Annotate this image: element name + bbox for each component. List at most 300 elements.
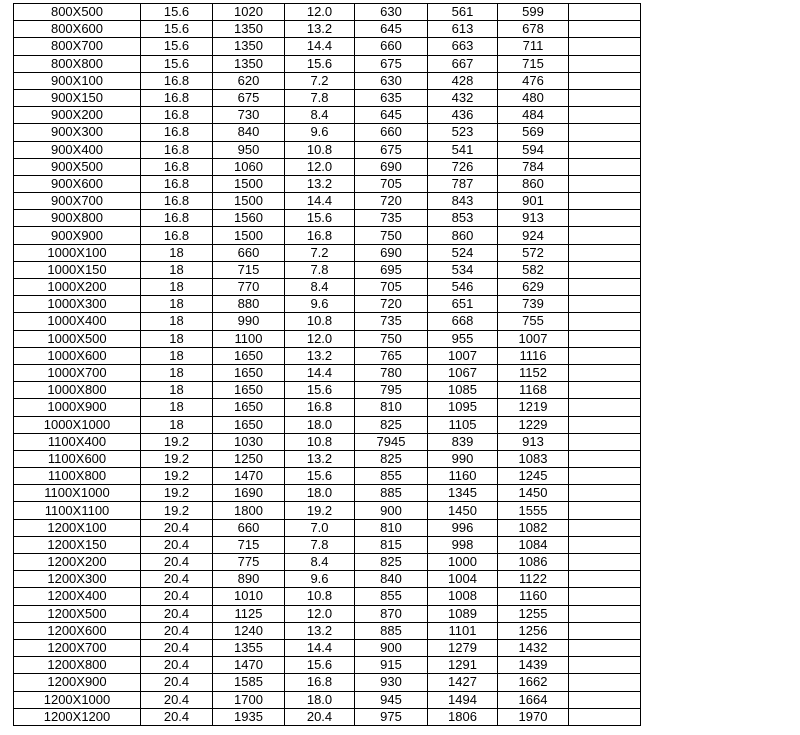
table-cell[interactable]: 950 [213, 141, 285, 158]
table-cell[interactable] [569, 72, 641, 89]
table-cell[interactable]: 705 [355, 175, 428, 192]
table-cell[interactable]: 765 [355, 347, 428, 364]
table-cell[interactable]: 1279 [428, 639, 498, 656]
table-cell[interactable]: 19.2 [141, 468, 213, 485]
table-cell[interactable]: 663 [428, 38, 498, 55]
table-cell[interactable]: 16.8 [141, 141, 213, 158]
table-cell[interactable]: 1200X500 [14, 605, 141, 622]
table-cell[interactable]: 629 [498, 279, 569, 296]
table-cell[interactable]: 13.2 [285, 21, 355, 38]
table-cell[interactable]: 900X800 [14, 210, 141, 227]
table-cell[interactable]: 635 [355, 89, 428, 106]
table-cell[interactable]: 1500 [213, 227, 285, 244]
table-cell[interactable]: 890 [213, 571, 285, 588]
table-cell[interactable]: 955 [428, 330, 498, 347]
table-cell[interactable]: 913 [498, 210, 569, 227]
table-cell[interactable]: 14.4 [285, 639, 355, 656]
table-cell[interactable]: 825 [355, 416, 428, 433]
table-cell[interactable]: 20.4 [141, 674, 213, 691]
table-cell[interactable]: 1116 [498, 347, 569, 364]
table-cell[interactable]: 900X300 [14, 124, 141, 141]
table-cell[interactable]: 1219 [498, 399, 569, 416]
table-cell[interactable] [569, 261, 641, 278]
table-cell[interactable]: 546 [428, 279, 498, 296]
table-cell[interactable] [569, 485, 641, 502]
table-cell[interactable]: 9.6 [285, 124, 355, 141]
table-cell[interactable]: 1089 [428, 605, 498, 622]
table-cell[interactable] [569, 519, 641, 536]
table-cell[interactable]: 534 [428, 261, 498, 278]
table-cell[interactable]: 675 [355, 55, 428, 72]
table-cell[interactable]: 18 [141, 330, 213, 347]
table-cell[interactable]: 436 [428, 107, 498, 124]
table-cell[interactable]: 1650 [213, 364, 285, 381]
table-cell[interactable]: 1200X200 [14, 554, 141, 571]
table-cell[interactable]: 855 [355, 468, 428, 485]
table-cell[interactable] [569, 227, 641, 244]
table-cell[interactable]: 20.4 [141, 691, 213, 708]
table-cell[interactable]: 1200X100 [14, 519, 141, 536]
table-cell[interactable] [569, 210, 641, 227]
table-cell[interactable]: 572 [498, 244, 569, 261]
table-cell[interactable]: 18.0 [285, 416, 355, 433]
table-cell[interactable]: 1100X1100 [14, 502, 141, 519]
table-cell[interactable]: 1200X1000 [14, 691, 141, 708]
table-cell[interactable]: 19.2 [141, 485, 213, 502]
table-cell[interactable]: 18 [141, 244, 213, 261]
table-cell[interactable]: 690 [355, 244, 428, 261]
table-cell[interactable]: 900X200 [14, 107, 141, 124]
table-cell[interactable]: 1500 [213, 193, 285, 210]
table-cell[interactable]: 1100X800 [14, 468, 141, 485]
table-cell[interactable]: 720 [355, 193, 428, 210]
table-cell[interactable]: 1000X200 [14, 279, 141, 296]
table-cell[interactable] [569, 382, 641, 399]
table-cell[interactable]: 7.2 [285, 72, 355, 89]
table-cell[interactable] [569, 158, 641, 175]
table-cell[interactable]: 1240 [213, 622, 285, 639]
table-cell[interactable]: 1010 [213, 588, 285, 605]
table-cell[interactable]: 678 [498, 21, 569, 38]
table-cell[interactable]: 1083 [498, 450, 569, 467]
table-cell[interactable]: 840 [355, 571, 428, 588]
table-cell[interactable]: 913 [498, 433, 569, 450]
table-cell[interactable]: 9.6 [285, 296, 355, 313]
table-cell[interactable]: 1500 [213, 175, 285, 192]
table-cell[interactable]: 20.4 [141, 588, 213, 605]
table-cell[interactable]: 1067 [428, 364, 498, 381]
table-cell[interactable]: 1000X600 [14, 347, 141, 364]
table-cell[interactable] [569, 330, 641, 347]
table-cell[interactable]: 15.6 [285, 382, 355, 399]
table-cell[interactable]: 432 [428, 89, 498, 106]
table-cell[interactable]: 1450 [428, 502, 498, 519]
table-cell[interactable]: 800X700 [14, 38, 141, 55]
table-cell[interactable] [569, 536, 641, 553]
table-cell[interactable]: 630 [355, 4, 428, 21]
table-cell[interactable]: 660 [355, 124, 428, 141]
table-cell[interactable]: 1086 [498, 554, 569, 571]
table-cell[interactable]: 18 [141, 399, 213, 416]
table-cell[interactable]: 1245 [498, 468, 569, 485]
table-cell[interactable]: 668 [428, 313, 498, 330]
table-cell[interactable]: 1020 [213, 4, 285, 21]
table-cell[interactable] [569, 313, 641, 330]
table-cell[interactable]: 16.8 [141, 107, 213, 124]
table-cell[interactable]: 1168 [498, 382, 569, 399]
table-cell[interactable] [569, 588, 641, 605]
table-cell[interactable]: 630 [355, 72, 428, 89]
table-cell[interactable]: 569 [498, 124, 569, 141]
table-cell[interactable]: 13.2 [285, 450, 355, 467]
table-cell[interactable]: 594 [498, 141, 569, 158]
table-cell[interactable]: 825 [355, 554, 428, 571]
table-cell[interactable]: 667 [428, 55, 498, 72]
table-cell[interactable]: 1105 [428, 416, 498, 433]
table-cell[interactable]: 16.8 [285, 227, 355, 244]
table-cell[interactable] [569, 89, 641, 106]
table-cell[interactable]: 476 [498, 72, 569, 89]
table-cell[interactable] [569, 38, 641, 55]
table-cell[interactable]: 541 [428, 141, 498, 158]
table-cell[interactable]: 780 [355, 364, 428, 381]
table-cell[interactable]: 915 [355, 657, 428, 674]
table-cell[interactable]: 900X400 [14, 141, 141, 158]
table-cell[interactable]: 18 [141, 416, 213, 433]
table-cell[interactable]: 613 [428, 21, 498, 38]
table-cell[interactable]: 16.8 [141, 227, 213, 244]
table-cell[interactable]: 800X500 [14, 4, 141, 21]
table-cell[interactable] [569, 4, 641, 21]
table-cell[interactable]: 1007 [428, 347, 498, 364]
table-cell[interactable]: 524 [428, 244, 498, 261]
table-cell[interactable]: 1470 [213, 468, 285, 485]
table-cell[interactable]: 660 [213, 244, 285, 261]
table-cell[interactable]: 1350 [213, 55, 285, 72]
table-cell[interactable]: 930 [355, 674, 428, 691]
table-cell[interactable]: 1200X700 [14, 639, 141, 656]
table-cell[interactable]: 1935 [213, 708, 285, 725]
table-cell[interactable]: 730 [213, 107, 285, 124]
table-cell[interactable]: 1200X600 [14, 622, 141, 639]
table-cell[interactable]: 645 [355, 21, 428, 38]
table-cell[interactable]: 645 [355, 107, 428, 124]
table-cell[interactable]: 16.8 [141, 158, 213, 175]
table-cell[interactable]: 16.8 [141, 124, 213, 141]
table-cell[interactable]: 1350 [213, 21, 285, 38]
table-cell[interactable]: 1000X900 [14, 399, 141, 416]
table-cell[interactable]: 561 [428, 4, 498, 21]
table-cell[interactable]: 843 [428, 193, 498, 210]
table-cell[interactable]: 1650 [213, 416, 285, 433]
table-cell[interactable]: 800X600 [14, 21, 141, 38]
table-cell[interactable]: 715 [213, 536, 285, 553]
table-cell[interactable]: 19.2 [285, 502, 355, 519]
table-cell[interactable]: 787 [428, 175, 498, 192]
table-cell[interactable]: 18.0 [285, 485, 355, 502]
table-cell[interactable]: 839 [428, 433, 498, 450]
table-cell[interactable]: 810 [355, 399, 428, 416]
table-cell[interactable]: 705 [355, 279, 428, 296]
table-cell[interactable]: 900X600 [14, 175, 141, 192]
table-cell[interactable]: 651 [428, 296, 498, 313]
table-cell[interactable]: 10.8 [285, 141, 355, 158]
table-cell[interactable]: 1432 [498, 639, 569, 656]
table-cell[interactable]: 1256 [498, 622, 569, 639]
table-cell[interactable]: 975 [355, 708, 428, 725]
table-cell[interactable]: 18.0 [285, 691, 355, 708]
table-cell[interactable]: 1000X500 [14, 330, 141, 347]
table-cell[interactable]: 1084 [498, 536, 569, 553]
table-cell[interactable] [569, 141, 641, 158]
table-cell[interactable] [569, 399, 641, 416]
table-cell[interactable] [569, 571, 641, 588]
table-cell[interactable]: 12.0 [285, 158, 355, 175]
table-cell[interactable]: 784 [498, 158, 569, 175]
table-cell[interactable]: 620 [213, 72, 285, 89]
table-cell[interactable]: 1095 [428, 399, 498, 416]
table-cell[interactable]: 1555 [498, 502, 569, 519]
table-cell[interactable] [569, 347, 641, 364]
table-cell[interactable]: 739 [498, 296, 569, 313]
table-cell[interactable]: 885 [355, 622, 428, 639]
table-cell[interactable]: 1082 [498, 519, 569, 536]
table-cell[interactable]: 20.4 [141, 622, 213, 639]
table-cell[interactable]: 20.4 [141, 519, 213, 536]
table-cell[interactable]: 675 [355, 141, 428, 158]
table-cell[interactable]: 16.8 [285, 399, 355, 416]
table-cell[interactable]: 20.4 [141, 708, 213, 725]
table-cell[interactable]: 19.2 [141, 502, 213, 519]
table-cell[interactable]: 13.2 [285, 175, 355, 192]
table-cell[interactable]: 13.2 [285, 347, 355, 364]
table-cell[interactable]: 12.0 [285, 4, 355, 21]
table-cell[interactable] [569, 193, 641, 210]
table-cell[interactable]: 20.4 [285, 708, 355, 725]
table-cell[interactable]: 1007 [498, 330, 569, 347]
table-cell[interactable]: 480 [498, 89, 569, 106]
table-cell[interactable] [569, 468, 641, 485]
table-cell[interactable]: 901 [498, 193, 569, 210]
table-cell[interactable]: 1000X100 [14, 244, 141, 261]
table-cell[interactable]: 19.2 [141, 433, 213, 450]
table-cell[interactable]: 815 [355, 536, 428, 553]
table-cell[interactable]: 18 [141, 279, 213, 296]
table-cell[interactable]: 12.0 [285, 330, 355, 347]
table-cell[interactable]: 996 [428, 519, 498, 536]
table-cell[interactable]: 900X500 [14, 158, 141, 175]
table-cell[interactable] [569, 364, 641, 381]
table-cell[interactable]: 1470 [213, 657, 285, 674]
table-cell[interactable]: 428 [428, 72, 498, 89]
table-cell[interactable]: 900X150 [14, 89, 141, 106]
table-cell[interactable]: 675 [213, 89, 285, 106]
table-cell[interactable] [569, 639, 641, 656]
table-cell[interactable]: 1350 [213, 38, 285, 55]
table-cell[interactable]: 15.6 [141, 55, 213, 72]
table-cell[interactable]: 750 [355, 330, 428, 347]
table-cell[interactable]: 20.4 [141, 639, 213, 656]
table-cell[interactable]: 900X100 [14, 72, 141, 89]
table-cell[interactable]: 1970 [498, 708, 569, 725]
table-cell[interactable]: 1291 [428, 657, 498, 674]
table-cell[interactable]: 1650 [213, 347, 285, 364]
table-cell[interactable]: 8.4 [285, 554, 355, 571]
table-cell[interactable]: 1800 [213, 502, 285, 519]
table-cell[interactable]: 1200X400 [14, 588, 141, 605]
table-cell[interactable]: 945 [355, 691, 428, 708]
table-cell[interactable] [569, 296, 641, 313]
table-cell[interactable]: 990 [428, 450, 498, 467]
table-cell[interactable]: 1662 [498, 674, 569, 691]
table-cell[interactable]: 711 [498, 38, 569, 55]
table-cell[interactable]: 720 [355, 296, 428, 313]
table-cell[interactable]: 840 [213, 124, 285, 141]
table-cell[interactable]: 1250 [213, 450, 285, 467]
table-cell[interactable]: 1560 [213, 210, 285, 227]
table-cell[interactable]: 726 [428, 158, 498, 175]
table-cell[interactable]: 1000 [428, 554, 498, 571]
table-cell[interactable]: 795 [355, 382, 428, 399]
table-cell[interactable]: 16.8 [141, 72, 213, 89]
table-cell[interactable]: 990 [213, 313, 285, 330]
table-cell[interactable]: 715 [498, 55, 569, 72]
table-cell[interactable]: 8.4 [285, 107, 355, 124]
table-cell[interactable]: 1160 [498, 588, 569, 605]
table-cell[interactable]: 16.8 [141, 193, 213, 210]
table-cell[interactable]: 1000X300 [14, 296, 141, 313]
table-cell[interactable]: 16.8 [285, 674, 355, 691]
table-cell[interactable]: 10.8 [285, 588, 355, 605]
table-cell[interactable]: 1000X400 [14, 313, 141, 330]
table-cell[interactable]: 1200X300 [14, 571, 141, 588]
table-cell[interactable] [569, 433, 641, 450]
table-cell[interactable]: 1152 [498, 364, 569, 381]
table-cell[interactable]: 924 [498, 227, 569, 244]
table-cell[interactable] [569, 502, 641, 519]
table-cell[interactable] [569, 554, 641, 571]
table-cell[interactable]: 12.0 [285, 605, 355, 622]
table-cell[interactable]: 1100X400 [14, 433, 141, 450]
table-cell[interactable]: 770 [213, 279, 285, 296]
table-cell[interactable]: 1060 [213, 158, 285, 175]
table-cell[interactable]: 20.4 [141, 536, 213, 553]
table-cell[interactable]: 1450 [498, 485, 569, 502]
table-cell[interactable] [569, 107, 641, 124]
table-cell[interactable]: 20.4 [141, 657, 213, 674]
table-cell[interactable] [569, 244, 641, 261]
table-cell[interactable]: 1229 [498, 416, 569, 433]
table-cell[interactable]: 1000X800 [14, 382, 141, 399]
table-cell[interactable] [569, 279, 641, 296]
table-cell[interactable]: 7.0 [285, 519, 355, 536]
table-cell[interactable]: 18 [141, 382, 213, 399]
table-cell[interactable]: 582 [498, 261, 569, 278]
table-cell[interactable] [569, 691, 641, 708]
table-cell[interactable]: 1439 [498, 657, 569, 674]
table-cell[interactable]: 1427 [428, 674, 498, 691]
table-cell[interactable]: 1345 [428, 485, 498, 502]
table-cell[interactable]: 860 [428, 227, 498, 244]
table-cell[interactable]: 1200X1200 [14, 708, 141, 725]
table-cell[interactable]: 900X900 [14, 227, 141, 244]
table-cell[interactable]: 853 [428, 210, 498, 227]
table-cell[interactable]: 7.8 [285, 536, 355, 553]
table-cell[interactable]: 900X700 [14, 193, 141, 210]
table-cell[interactable]: 18 [141, 296, 213, 313]
table-cell[interactable]: 15.6 [285, 657, 355, 674]
table-cell[interactable]: 15.6 [285, 55, 355, 72]
table-cell[interactable]: 14.4 [285, 193, 355, 210]
table-cell[interactable] [569, 708, 641, 725]
table-cell[interactable]: 10.8 [285, 433, 355, 450]
table-cell[interactable]: 1004 [428, 571, 498, 588]
table-cell[interactable]: 735 [355, 210, 428, 227]
table-cell[interactable]: 20.4 [141, 571, 213, 588]
table-cell[interactable]: 715 [213, 261, 285, 278]
table-cell[interactable]: 1690 [213, 485, 285, 502]
table-cell[interactable] [569, 674, 641, 691]
table-cell[interactable]: 18 [141, 364, 213, 381]
table-cell[interactable]: 1125 [213, 605, 285, 622]
table-cell[interactable]: 18 [141, 347, 213, 364]
table-cell[interactable]: 1200X900 [14, 674, 141, 691]
table-cell[interactable]: 9.6 [285, 571, 355, 588]
table-cell[interactable]: 1100X600 [14, 450, 141, 467]
table-cell[interactable]: 18 [141, 261, 213, 278]
table-cell[interactable]: 13.2 [285, 622, 355, 639]
table-cell[interactable]: 8.4 [285, 279, 355, 296]
table-cell[interactable]: 800X800 [14, 55, 141, 72]
table-cell[interactable]: 16.8 [141, 175, 213, 192]
table-cell[interactable]: 855 [355, 588, 428, 605]
table-cell[interactable]: 1664 [498, 691, 569, 708]
table-cell[interactable]: 755 [498, 313, 569, 330]
table-cell[interactable]: 1008 [428, 588, 498, 605]
table-cell[interactable]: 1585 [213, 674, 285, 691]
table-cell[interactable]: 7.2 [285, 244, 355, 261]
table-cell[interactable] [569, 622, 641, 639]
table-cell[interactable]: 14.4 [285, 38, 355, 55]
table-cell[interactable] [569, 657, 641, 674]
table-cell[interactable]: 1122 [498, 571, 569, 588]
table-cell[interactable]: 7.8 [285, 89, 355, 106]
table-cell[interactable]: 15.6 [285, 468, 355, 485]
table-cell[interactable]: 775 [213, 554, 285, 571]
table-cell[interactable]: 900 [355, 639, 428, 656]
table-cell[interactable]: 1030 [213, 433, 285, 450]
table-cell[interactable]: 1100 [213, 330, 285, 347]
table-cell[interactable]: 1255 [498, 605, 569, 622]
table-cell[interactable]: 1650 [213, 399, 285, 416]
table-cell[interactable]: 1700 [213, 691, 285, 708]
table-cell[interactable]: 20.4 [141, 605, 213, 622]
table-cell[interactable]: 1806 [428, 708, 498, 725]
table-cell[interactable]: 19.2 [141, 450, 213, 467]
table-cell[interactable]: 1355 [213, 639, 285, 656]
table-cell[interactable]: 810 [355, 519, 428, 536]
table-cell[interactable] [569, 21, 641, 38]
table-cell[interactable]: 660 [213, 519, 285, 536]
table-cell[interactable] [569, 416, 641, 433]
table-cell[interactable]: 870 [355, 605, 428, 622]
table-cell[interactable]: 900 [355, 502, 428, 519]
table-cell[interactable]: 16.8 [141, 210, 213, 227]
table-cell[interactable]: 1200X800 [14, 657, 141, 674]
table-cell[interactable] [569, 124, 641, 141]
table-cell[interactable]: 1160 [428, 468, 498, 485]
table-cell[interactable]: 885 [355, 485, 428, 502]
